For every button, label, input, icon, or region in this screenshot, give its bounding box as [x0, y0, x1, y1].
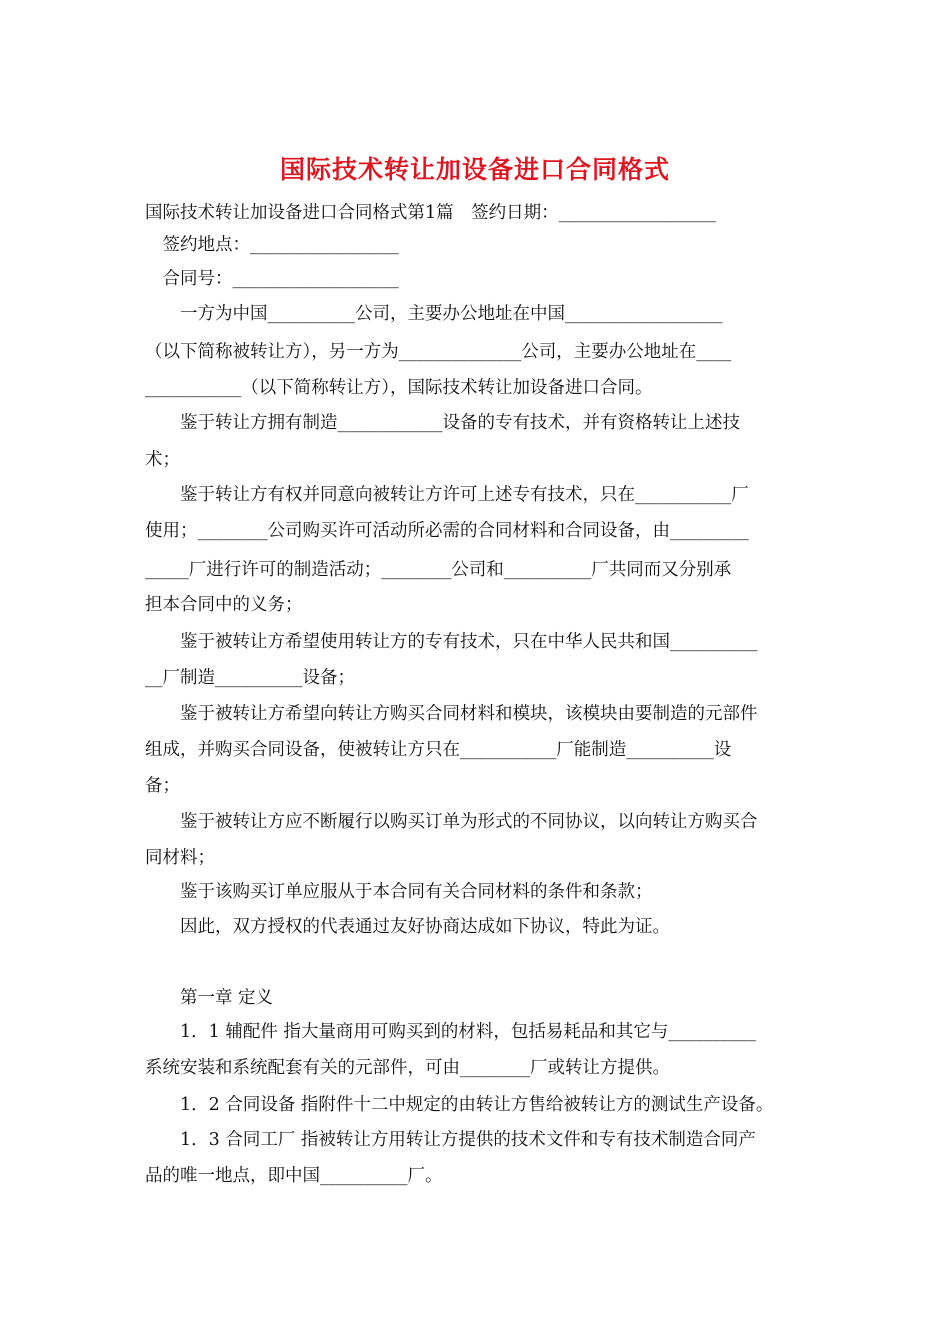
text-line: 1．2 合同设备 指附件十二中规定的由转让方售给被转让方的测试生产设备。: [145, 1095, 774, 1115]
text-line: （以下简称被转让方），另一方为______________公司，主要办公地址在____: [145, 342, 732, 362]
text-line: 鉴于被转让方希望使用转让方的专有技术，只在中华人民共和国__________: [145, 632, 758, 652]
text-line: 因此，双方授权的代表通过友好协商达成如下协议，特此为证。: [145, 917, 670, 937]
text-line: 一方为中国__________公司，主要办公地址在中国__________________: [145, 304, 723, 324]
text-line: ___________（以下简称转让方），国际技术转让加设备进口合同。: [145, 378, 653, 398]
text-line: 术；: [145, 450, 180, 470]
text-line: 担本合同中的义务；: [145, 595, 303, 615]
text-line: 组成，并购买合同设备，使被转让方只在___________厂能制造__________设: [145, 740, 732, 760]
text-line: 鉴于转让方有权并同意向被转让方许可上述专有技术，只在___________厂: [145, 485, 749, 505]
text-line: 签约地点：_________________: [145, 235, 399, 255]
text-line: __厂制造__________设备；: [145, 668, 355, 688]
text-line: 品的唯一地点，即中国__________厂。: [145, 1166, 443, 1186]
chapter-heading: 第一章 定义: [145, 988, 274, 1008]
document-title: 国际技术转让加设备进口合同格式: [279, 155, 670, 184]
text-line: 国际技术转让加设备进口合同格式第1篇 签约日期：__________________: [145, 203, 717, 223]
text-line: 合同号：___________________: [145, 269, 399, 289]
text-line: 同材料；: [145, 848, 215, 868]
text-line: _____厂进行许可的制造活动；________公司和__________厂共同而又分别承: [145, 560, 732, 580]
text-line: 使用；________公司购买许可活动所必需的合同材料和合同设备，由_________: [145, 521, 749, 541]
text-line: 备；: [145, 776, 180, 796]
text-line: 鉴于转让方拥有制造____________设备的专有技术，并有资格转让上述技: [145, 413, 740, 433]
text-line: 鉴于被转让方希望向转让方购买合同材料和模块，该模块由要制造的元部件: [145, 704, 758, 724]
text-line: 鉴于被转让方应不断履行以购买订单为形式的不同协议，以向转让方购买合: [145, 812, 758, 832]
text-line: 鉴于该购买订单应服从于本合同有关合同材料的条件和条款；: [145, 882, 653, 902]
text-line: 1．3 合同工厂 指被转让方用转让方提供的技术文件和专有技术制造合同产: [145, 1130, 756, 1150]
text-line: 系统安装和系统配套有关的元部件，可由________厂或转让方提供。: [145, 1058, 670, 1078]
text-line: 1．1 辅配件 指大量商用可购买到的材料，包括易耗品和其它与__________: [145, 1022, 756, 1042]
